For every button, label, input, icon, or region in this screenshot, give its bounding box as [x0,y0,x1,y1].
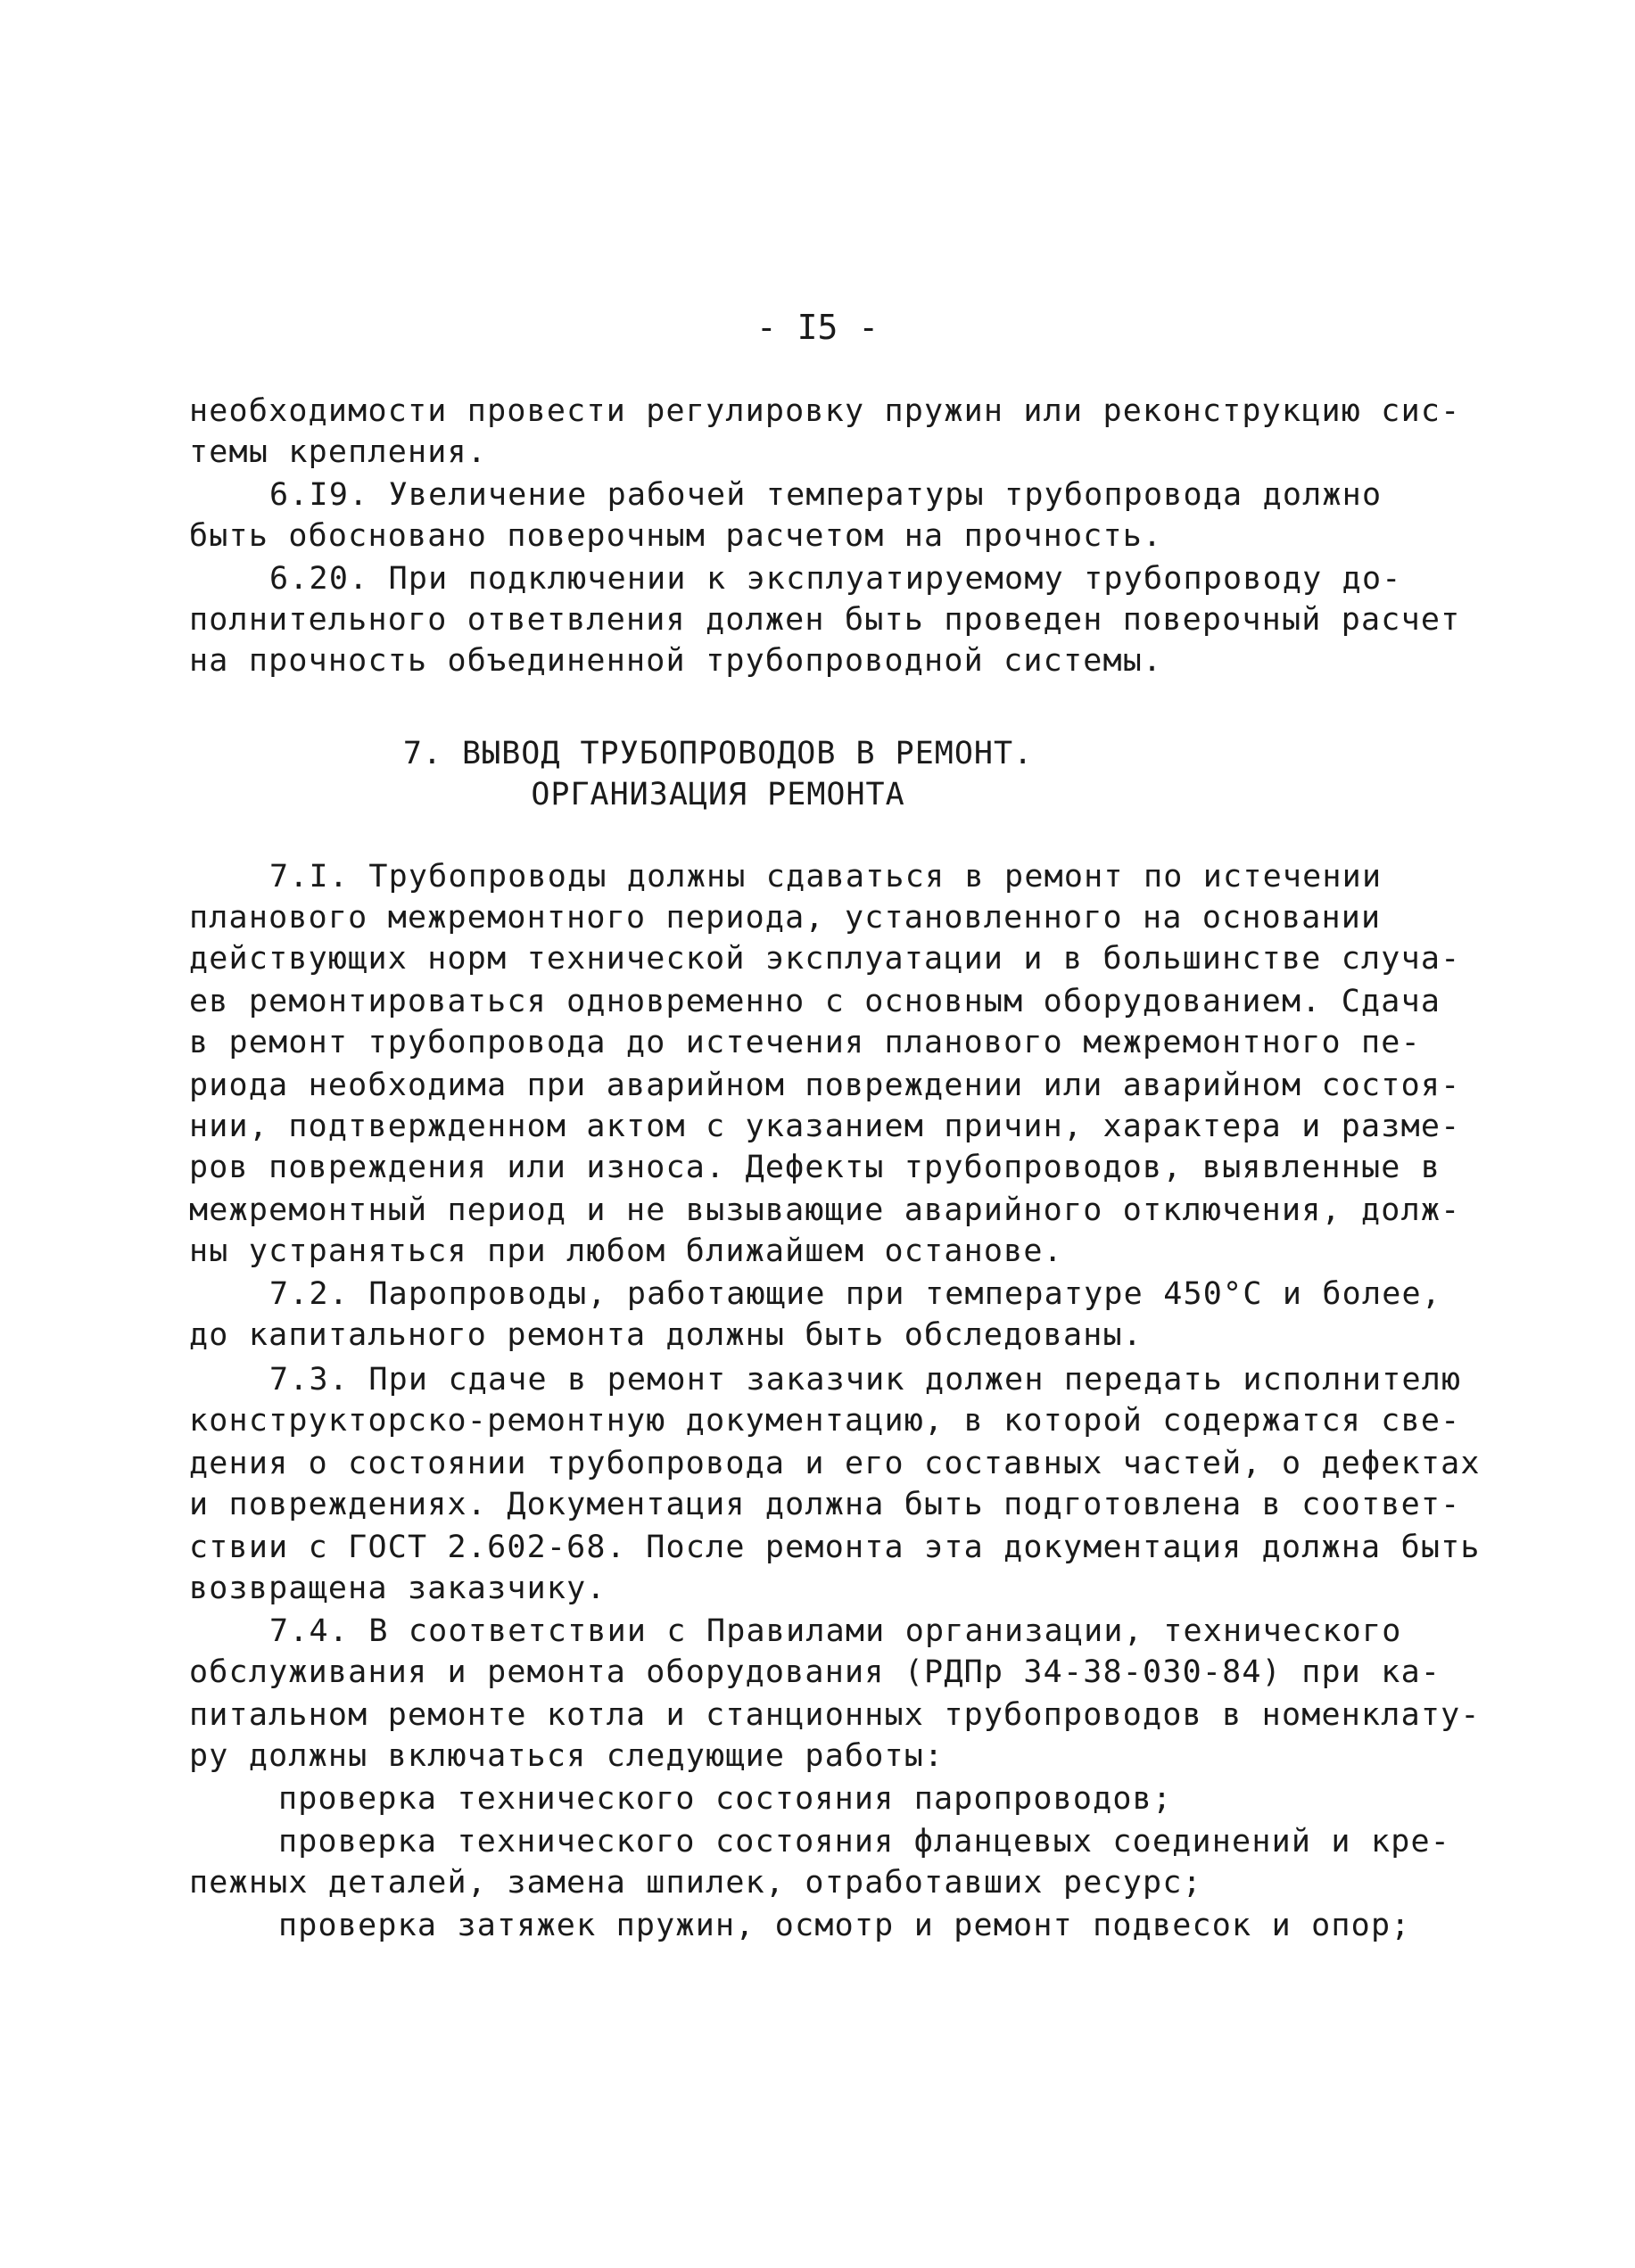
paragraph-line: на прочность объединенной трубопроводной системы. [189,643,1163,679]
paragraph-line: 7.3. При сдаче в ремонт заказчик должен передать исполнителю [269,1362,1462,1398]
paragraph-line: действующих норм технической эксплуатации и в большинстве случа- [189,941,1461,977]
paragraph-line: межремонтный период и не вызывающие аварийного отключения, долж- [189,1192,1461,1228]
paragraph-line: до капитального ремонта должны быть обследованы. [189,1317,1144,1353]
paragraph-line: планового межремонтного периода, установленного на основании [189,900,1382,936]
paragraph-line: ров повреждения или износа. Дефекты трубопроводов, выявленные в [189,1150,1441,1185]
paragraph-line: риода необходима при аварийном повреждении или аварийном состоя- [189,1068,1461,1103]
paragraph-line: 7.2. Паропроводы, работающие при температуре 450°С и более, [269,1276,1442,1312]
list-item: проверка затяжек пружин, осмотр и ремонт подвесок и опор; [278,1908,1411,1943]
paragraph-line: 6.20. При подключении к эксплуатируемому трубопроводу до- [269,561,1402,597]
paragraph-line: и повреждениях. Документация должна быть подготовлена в соответ- [189,1487,1461,1522]
paragraph-line: конструкторско-ремонтную документацию, в которой содержатся све- [189,1403,1461,1439]
paragraph-line: ев ремонтироваться одновременно с основным оборудованием. Сдача [189,984,1441,1019]
paragraph-line: 7.4. В соответствии с Правилами организации, технического [269,1613,1402,1649]
paragraph-line: ру должны включаться следующие работы: [189,1738,945,1774]
paragraph-line: быть обосновано поверочным расчетом на прочность. [189,518,1163,554]
paragraph-line: необходимости провести регулировку пружин или реконструкцию сис- [189,393,1461,429]
page-number: - I5 - [756,308,879,347]
section-heading: 7. ВЫВОД ТРУБОПРОВОДОВ В РЕМОНТ. [402,736,1034,771]
paragraph-line: в ремонт трубопровода до истечения планового межремонтного пе- [189,1025,1421,1060]
paragraph-line: возвращена заказчику. [189,1571,607,1606]
paragraph-line: питальном ремонте котла и станционных трубопроводов в номенклату- [189,1697,1481,1733]
paragraph-line: 7.I. Трубопроводы должны сдаваться в ремонт по истечении [269,859,1383,895]
list-item: проверка технического состояния фланцевых соединений и кре- [278,1824,1451,1860]
paragraph-line: ны устраняться при любом ближайшем останове. [189,1233,1063,1269]
paragraph-line: обслуживания и ремонта оборудования (РДПр 34-38-030-84) при ка- [189,1654,1441,1690]
paragraph-line: ствии с ГОСТ 2.602-68. После ремонта эта документация должна быть [189,1530,1481,1565]
paragraph-line: 6.I9. Увеличение рабочей температуры трубопровода должно [269,477,1383,513]
paragraph-line: полнительного ответвления должен быть проведен поверочный расчет [189,602,1461,638]
list-item: пежных деталей, замена шпилек, отработавших ресурс; [189,1865,1202,1901]
section-heading: ОРГАНИЗАЦИЯ РЕМОНТА [531,777,905,812]
paragraph-line: дения о состоянии трубопровода и его составных частей, о дефектах [189,1446,1481,1481]
paragraph-line: темы крепления. [189,434,488,470]
paragraph-line: нии, подтвержденном актом с указанием причин, характера и разме- [189,1109,1461,1144]
list-item: проверка технического состояния паропроводов; [278,1781,1173,1817]
